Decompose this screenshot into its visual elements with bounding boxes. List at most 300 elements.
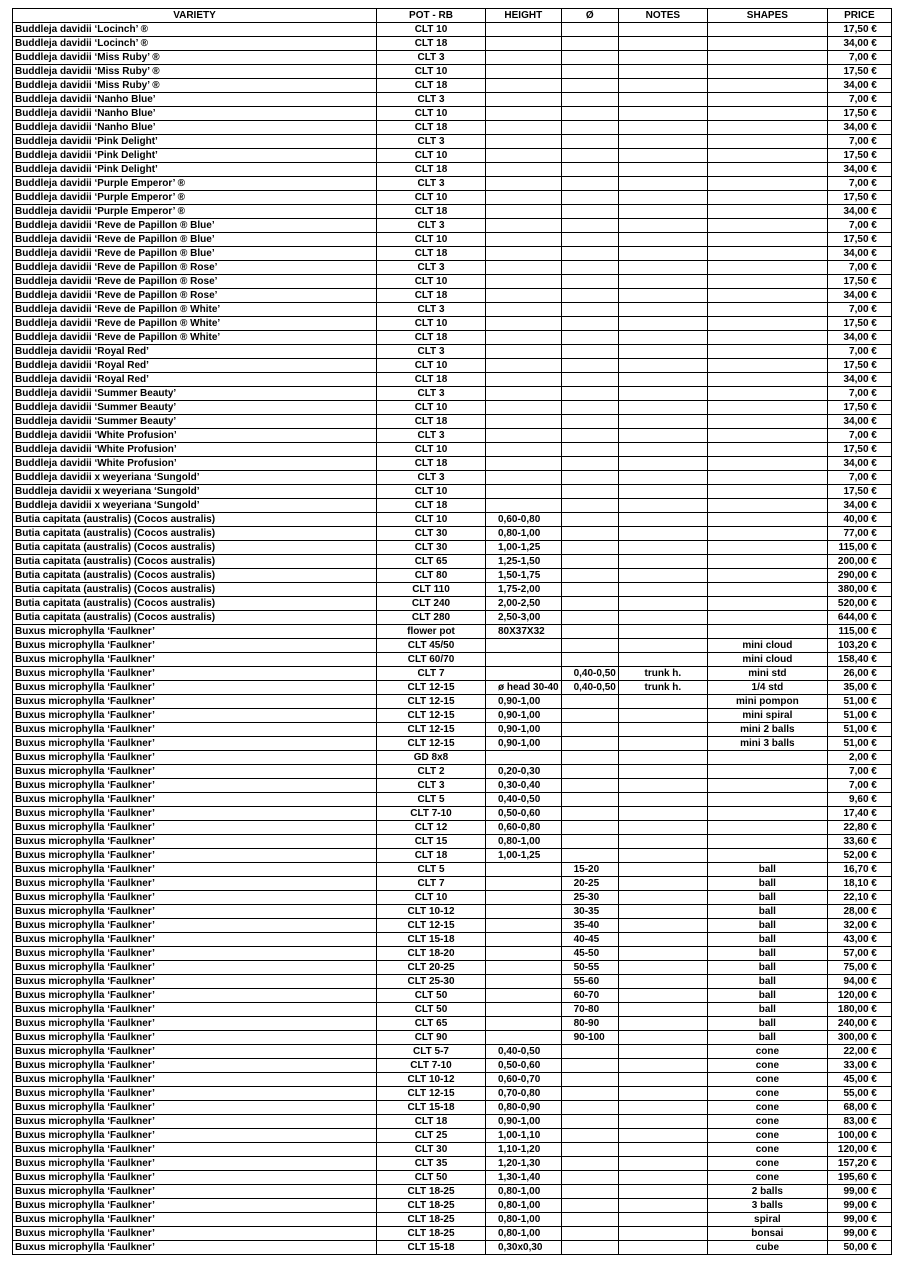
table-row (13, 219, 892, 233)
cell-shapes: ball (707, 1017, 827, 1031)
cell-price: 22,10 € (827, 891, 891, 905)
cell-diameter (561, 555, 618, 569)
cell-price: 18,10 € (827, 877, 891, 891)
cell-pot: CLT 15-18 (377, 1101, 486, 1115)
cell-notes (618, 233, 707, 247)
cell-variety: Buddleja davidii x weyeriana ‘Sungold’ (13, 485, 377, 499)
cell-price: 180,00 € (827, 1003, 891, 1017)
cell-pot: CLT 240 (377, 597, 486, 611)
cell-variety: Buxus microphylla ‘Faulkner’ (13, 933, 377, 947)
cell-height (486, 639, 562, 653)
table-row (13, 303, 892, 317)
cell-variety: Butia capitata (australis) (Cocos australis) (13, 513, 377, 527)
header-diameter: Ø (561, 9, 618, 23)
cell-pot: CLT 3 (377, 387, 486, 401)
cell-notes (618, 121, 707, 135)
cell-diameter (561, 401, 618, 415)
cell-notes (618, 877, 707, 891)
cell-price: 99,00 € (827, 1199, 891, 1213)
cell-pot: CLT 18 (377, 373, 486, 387)
cell-diameter (561, 247, 618, 261)
cell-notes (618, 345, 707, 359)
cell-notes (618, 765, 707, 779)
cell-variety: Buddleja davidii ‘Purple Emperor’ ® (13, 205, 377, 219)
table-row (13, 1199, 892, 1213)
cell-diameter (561, 1227, 618, 1241)
cell-variety: Buddleja davidii ‘Royal Red’ (13, 345, 377, 359)
cell-variety: Buddleja davidii ‘Miss Ruby’ ® (13, 51, 377, 65)
cell-shapes (707, 247, 827, 261)
cell-shapes: cone (707, 1073, 827, 1087)
cell-price: 17,50 € (827, 401, 891, 415)
cell-height: 0,30x0,30 (486, 1241, 562, 1255)
cell-variety: Buxus microphylla ‘Faulkner’ (13, 835, 377, 849)
cell-shapes (707, 79, 827, 93)
cell-price: 9,60 € (827, 793, 891, 807)
cell-variety: Buddleja davidii ‘Reve de Papillon ® White’ (13, 331, 377, 345)
table-row (13, 247, 892, 261)
cell-price: 50,00 € (827, 1241, 891, 1255)
cell-price: 7,00 € (827, 345, 891, 359)
cell-diameter (561, 1073, 618, 1087)
cell-height: 0,40-0,50 (486, 1045, 562, 1059)
cell-shapes (707, 387, 827, 401)
cell-shapes: cone (707, 1129, 827, 1143)
cell-variety: Buddleja davidii ‘Miss Ruby’ ® (13, 65, 377, 79)
cell-shapes (707, 303, 827, 317)
cell-notes (618, 373, 707, 387)
cell-diameter: 0,40-0,50 (561, 681, 618, 695)
cell-notes: trunk h. (618, 681, 707, 695)
cell-variety: Buxus microphylla ‘Faulkner’ (13, 1045, 377, 1059)
table-row (13, 149, 892, 163)
cell-notes (618, 93, 707, 107)
cell-notes (618, 527, 707, 541)
table-row (13, 107, 892, 121)
cell-diameter (561, 1241, 618, 1255)
cell-price: 157,20 € (827, 1157, 891, 1171)
cell-shapes: ball (707, 877, 827, 891)
cell-price: 51,00 € (827, 737, 891, 751)
table-row (13, 373, 892, 387)
cell-price: 35,00 € (827, 681, 891, 695)
cell-shapes (707, 807, 827, 821)
cell-price: 115,00 € (827, 541, 891, 555)
table-row (13, 765, 892, 779)
cell-price: 34,00 € (827, 499, 891, 513)
cell-shapes (707, 373, 827, 387)
cell-pot: CLT 10 (377, 23, 486, 37)
cell-pot: CLT 3 (377, 303, 486, 317)
cell-pot: CLT 25 (377, 1129, 486, 1143)
table-row (13, 541, 892, 555)
cell-diameter (561, 821, 618, 835)
cell-diameter: 0,40-0,50 (561, 667, 618, 681)
cell-height (486, 177, 562, 191)
cell-variety: Butia capitata (australis) (Cocos australis) (13, 569, 377, 583)
cell-notes (618, 989, 707, 1003)
cell-pot: CLT 18 (377, 289, 486, 303)
cell-price: 94,00 € (827, 975, 891, 989)
cell-shapes: 3 balls (707, 1199, 827, 1213)
cell-height (486, 303, 562, 317)
cell-pot: CLT 12-15 (377, 919, 486, 933)
cell-price: 17,50 € (827, 443, 891, 457)
cell-variety: Buddleja davidii ‘Summer Beauty’ (13, 401, 377, 415)
table-row (13, 569, 892, 583)
cell-pot: CLT 3 (377, 779, 486, 793)
cell-price: 120,00 € (827, 1143, 891, 1157)
cell-price: 7,00 € (827, 219, 891, 233)
cell-diameter (561, 597, 618, 611)
cell-pot: CLT 3 (377, 429, 486, 443)
cell-shapes: ball (707, 1003, 827, 1017)
cell-shapes (707, 275, 827, 289)
cell-height (486, 247, 562, 261)
table-row (13, 625, 892, 639)
table-row (13, 849, 892, 863)
cell-variety: Buxus microphylla ‘Faulkner’ (13, 1087, 377, 1101)
cell-height: 0,50-0,60 (486, 807, 562, 821)
cell-variety: Buxus microphylla ‘Faulkner’ (13, 723, 377, 737)
cell-price: 34,00 € (827, 163, 891, 177)
cell-pot: CLT 10 (377, 65, 486, 79)
cell-variety: Buddleja davidii ‘Pink Delight’ (13, 135, 377, 149)
cell-notes (618, 135, 707, 149)
cell-height (486, 1017, 562, 1031)
table-row (13, 387, 892, 401)
cell-notes (618, 1171, 707, 1185)
table-row (13, 1171, 892, 1185)
cell-height (486, 415, 562, 429)
cell-height (486, 345, 562, 359)
cell-price: 7,00 € (827, 765, 891, 779)
cell-notes (618, 1241, 707, 1255)
cell-pot: CLT 12-15 (377, 737, 486, 751)
cell-height: 0,80-0,90 (486, 1101, 562, 1115)
cell-variety: Buddleja davidii x weyeriana ‘Sungold’ (13, 499, 377, 513)
cell-diameter (561, 303, 618, 317)
table-row (13, 415, 892, 429)
cell-shapes (707, 415, 827, 429)
cell-height (486, 135, 562, 149)
cell-pot: CLT 18 (377, 121, 486, 135)
table-row (13, 583, 892, 597)
cell-price: 33,60 € (827, 835, 891, 849)
cell-shapes (707, 499, 827, 513)
table-row (13, 93, 892, 107)
cell-notes (618, 583, 707, 597)
cell-diameter: 50-55 (561, 961, 618, 975)
table-row (13, 163, 892, 177)
table-row (13, 681, 892, 695)
cell-price: 380,00 € (827, 583, 891, 597)
cell-price: 7,00 € (827, 471, 891, 485)
cell-shapes: 2 balls (707, 1185, 827, 1199)
cell-notes (618, 849, 707, 863)
table-row (13, 877, 892, 891)
cell-diameter (561, 23, 618, 37)
cell-shapes (707, 779, 827, 793)
table-row (13, 751, 892, 765)
cell-pot: CLT 18-25 (377, 1227, 486, 1241)
cell-pot: GD 8x8 (377, 751, 486, 765)
cell-height: 0,30-0,40 (486, 779, 562, 793)
cell-diameter (561, 1143, 618, 1157)
cell-pot: CLT 50 (377, 989, 486, 1003)
table-row (13, 345, 892, 359)
cell-pot: CLT 65 (377, 1017, 486, 1031)
cell-diameter (561, 93, 618, 107)
header-height: HEIGHT (486, 9, 562, 23)
table-row (13, 1087, 892, 1101)
cell-diameter (561, 177, 618, 191)
cell-price: 644,00 € (827, 611, 891, 625)
table-row (13, 653, 892, 667)
table-row (13, 961, 892, 975)
cell-diameter (561, 37, 618, 51)
table-row (13, 1157, 892, 1171)
cell-shapes: cone (707, 1059, 827, 1073)
cell-pot: CLT 18 (377, 457, 486, 471)
cell-height (486, 317, 562, 331)
cell-diameter (561, 387, 618, 401)
cell-price: 17,50 € (827, 359, 891, 373)
cell-variety: Buxus microphylla ‘Faulkner’ (13, 807, 377, 821)
cell-price: 17,50 € (827, 485, 891, 499)
cell-pot: CLT 50 (377, 1003, 486, 1017)
cell-variety: Buddleja davidii ‘White Profusion’ (13, 429, 377, 443)
cell-notes (618, 1045, 707, 1059)
cell-notes (618, 275, 707, 289)
cell-notes (618, 541, 707, 555)
cell-price: 17,50 € (827, 275, 891, 289)
cell-price: 34,00 € (827, 79, 891, 93)
cell-variety: Buddleja davidii ‘Locinch’ ® (13, 23, 377, 37)
table-body (13, 23, 892, 1255)
cell-height: 0,60-0,80 (486, 821, 562, 835)
table-row (13, 1143, 892, 1157)
cell-variety: Buxus microphylla ‘Faulkner’ (13, 1241, 377, 1255)
cell-notes (618, 891, 707, 905)
cell-price: 99,00 € (827, 1213, 891, 1227)
table-row (13, 471, 892, 485)
cell-price: 34,00 € (827, 205, 891, 219)
cell-variety: Buddleja davidii ‘Summer Beauty’ (13, 415, 377, 429)
cell-notes (618, 1087, 707, 1101)
cell-height (486, 975, 562, 989)
cell-shapes (707, 471, 827, 485)
cell-price: 34,00 € (827, 457, 891, 471)
table-row (13, 891, 892, 905)
cell-variety: Buxus microphylla ‘Faulkner’ (13, 919, 377, 933)
cell-notes (618, 261, 707, 275)
table-row (13, 1017, 892, 1031)
cell-variety: Buxus microphylla ‘Faulkner’ (13, 793, 377, 807)
table-row (13, 275, 892, 289)
cell-height (486, 289, 562, 303)
cell-price: 51,00 € (827, 695, 891, 709)
cell-shapes: ball (707, 1031, 827, 1045)
cell-pot: CLT 2 (377, 765, 486, 779)
cell-diameter (561, 135, 618, 149)
cell-height: 0,90-1,00 (486, 1115, 562, 1129)
cell-diameter (561, 499, 618, 513)
cell-shapes (707, 37, 827, 51)
cell-pot: CLT 280 (377, 611, 486, 625)
cell-diameter (561, 1045, 618, 1059)
cell-price: 83,00 € (827, 1115, 891, 1129)
cell-diameter (561, 653, 618, 667)
cell-variety: Buxus microphylla ‘Faulkner’ (13, 1185, 377, 1199)
cell-shapes: cone (707, 1171, 827, 1185)
cell-variety: Buxus microphylla ‘Faulkner’ (13, 863, 377, 877)
cell-shapes (707, 849, 827, 863)
cell-shapes: 1/4 std (707, 681, 827, 695)
cell-pot: CLT 15-18 (377, 1241, 486, 1255)
cell-pot: CLT 90 (377, 1031, 486, 1045)
cell-pot: CLT 5 (377, 793, 486, 807)
table-row (13, 905, 892, 919)
cell-height (486, 79, 562, 93)
cell-variety: Buddleja davidii ‘Pink Delight’ (13, 149, 377, 163)
cell-variety: Buddleja davidii ‘Reve de Papillon ® Rose’ (13, 275, 377, 289)
cell-price: 26,00 € (827, 667, 891, 681)
cell-height (486, 121, 562, 135)
cell-height: 1,30-1,40 (486, 1171, 562, 1185)
cell-diameter (561, 457, 618, 471)
cell-pot: CLT 3 (377, 177, 486, 191)
cell-diameter: 90-100 (561, 1031, 618, 1045)
cell-shapes (707, 765, 827, 779)
cell-shapes: mini std (707, 667, 827, 681)
cell-diameter (561, 261, 618, 275)
table-row (13, 737, 892, 751)
cell-diameter (561, 639, 618, 653)
cell-height (486, 261, 562, 275)
cell-height: 2,50-3,00 (486, 611, 562, 625)
cell-height (486, 401, 562, 415)
cell-pot: CLT 18 (377, 205, 486, 219)
cell-variety: Buxus microphylla ‘Faulkner’ (13, 1031, 377, 1045)
cell-variety: Buddleja davidii ‘White Profusion’ (13, 443, 377, 457)
table-row (13, 485, 892, 499)
cell-notes (618, 415, 707, 429)
cell-notes (618, 919, 707, 933)
cell-notes (618, 317, 707, 331)
table-row (13, 177, 892, 191)
cell-variety: Buddleja davidii ‘Nanho Blue’ (13, 93, 377, 107)
cell-height (486, 51, 562, 65)
cell-diameter (561, 429, 618, 443)
cell-variety: Buxus microphylla ‘Faulkner’ (13, 779, 377, 793)
cell-pot: CLT 7-10 (377, 1059, 486, 1073)
table-row (13, 919, 892, 933)
cell-height: 0,70-0,80 (486, 1087, 562, 1101)
cell-variety: Buddleja davidii ‘Reve de Papillon ® Blue’ (13, 233, 377, 247)
cell-height (486, 233, 562, 247)
cell-pot: CLT 35 (377, 1157, 486, 1171)
cell-shapes: cone (707, 1157, 827, 1171)
cell-diameter: 15-20 (561, 863, 618, 877)
cell-shapes: mini spiral (707, 709, 827, 723)
table-row (13, 1073, 892, 1087)
cell-height: 0,90-1,00 (486, 709, 562, 723)
cell-height (486, 191, 562, 205)
cell-price: 120,00 € (827, 989, 891, 1003)
cell-height: 0,80-1,00 (486, 1213, 562, 1227)
cell-pot: CLT 18 (377, 331, 486, 345)
cell-notes (618, 611, 707, 625)
cell-diameter (561, 51, 618, 65)
cell-shapes (707, 23, 827, 37)
cell-diameter (561, 625, 618, 639)
cell-notes (618, 37, 707, 51)
cell-price: 240,00 € (827, 1017, 891, 1031)
cell-price: 77,00 € (827, 527, 891, 541)
cell-height: 1,00-1,25 (486, 541, 562, 555)
cell-pot: CLT 3 (377, 345, 486, 359)
table-row (13, 121, 892, 135)
cell-notes (618, 625, 707, 639)
table-row (13, 933, 892, 947)
cell-height (486, 933, 562, 947)
cell-diameter (561, 541, 618, 555)
cell-price: 75,00 € (827, 961, 891, 975)
cell-shapes (707, 597, 827, 611)
cell-notes (618, 597, 707, 611)
cell-variety: Buddleja davidii ‘Reve de Papillon ® Blue’ (13, 247, 377, 261)
cell-notes (618, 751, 707, 765)
cell-notes (618, 1227, 707, 1241)
table-row (13, 667, 892, 681)
cell-shapes (707, 611, 827, 625)
cell-notes (618, 359, 707, 373)
cell-height: 0,60-0,70 (486, 1073, 562, 1087)
cell-pot: CLT 10 (377, 513, 486, 527)
table-row (13, 835, 892, 849)
cell-shapes (707, 527, 827, 541)
table-row (13, 79, 892, 93)
cell-notes (618, 1059, 707, 1073)
cell-notes (618, 1031, 707, 1045)
cell-diameter: 45-50 (561, 947, 618, 961)
cell-notes (618, 639, 707, 653)
table-row (13, 23, 892, 37)
table-row (13, 1003, 892, 1017)
cell-diameter (561, 737, 618, 751)
cell-price: 17,50 € (827, 107, 891, 121)
cell-notes (618, 975, 707, 989)
cell-notes (618, 443, 707, 457)
cell-diameter (561, 443, 618, 457)
cell-variety: Buddleja davidii ‘Pink Delight’ (13, 163, 377, 177)
cell-price: 57,00 € (827, 947, 891, 961)
table-row (13, 695, 892, 709)
table-row (13, 989, 892, 1003)
cell-price: 32,00 € (827, 919, 891, 933)
cell-diameter (561, 779, 618, 793)
cell-price: 52,00 € (827, 849, 891, 863)
cell-price: 51,00 € (827, 723, 891, 737)
cell-notes (618, 569, 707, 583)
table-row (13, 37, 892, 51)
cell-variety: Buddleja davidii x weyeriana ‘Sungold’ (13, 471, 377, 485)
table-row (13, 317, 892, 331)
cell-pot: CLT 5-7 (377, 1045, 486, 1059)
cell-price: 158,40 € (827, 653, 891, 667)
cell-shapes: spiral (707, 1213, 827, 1227)
